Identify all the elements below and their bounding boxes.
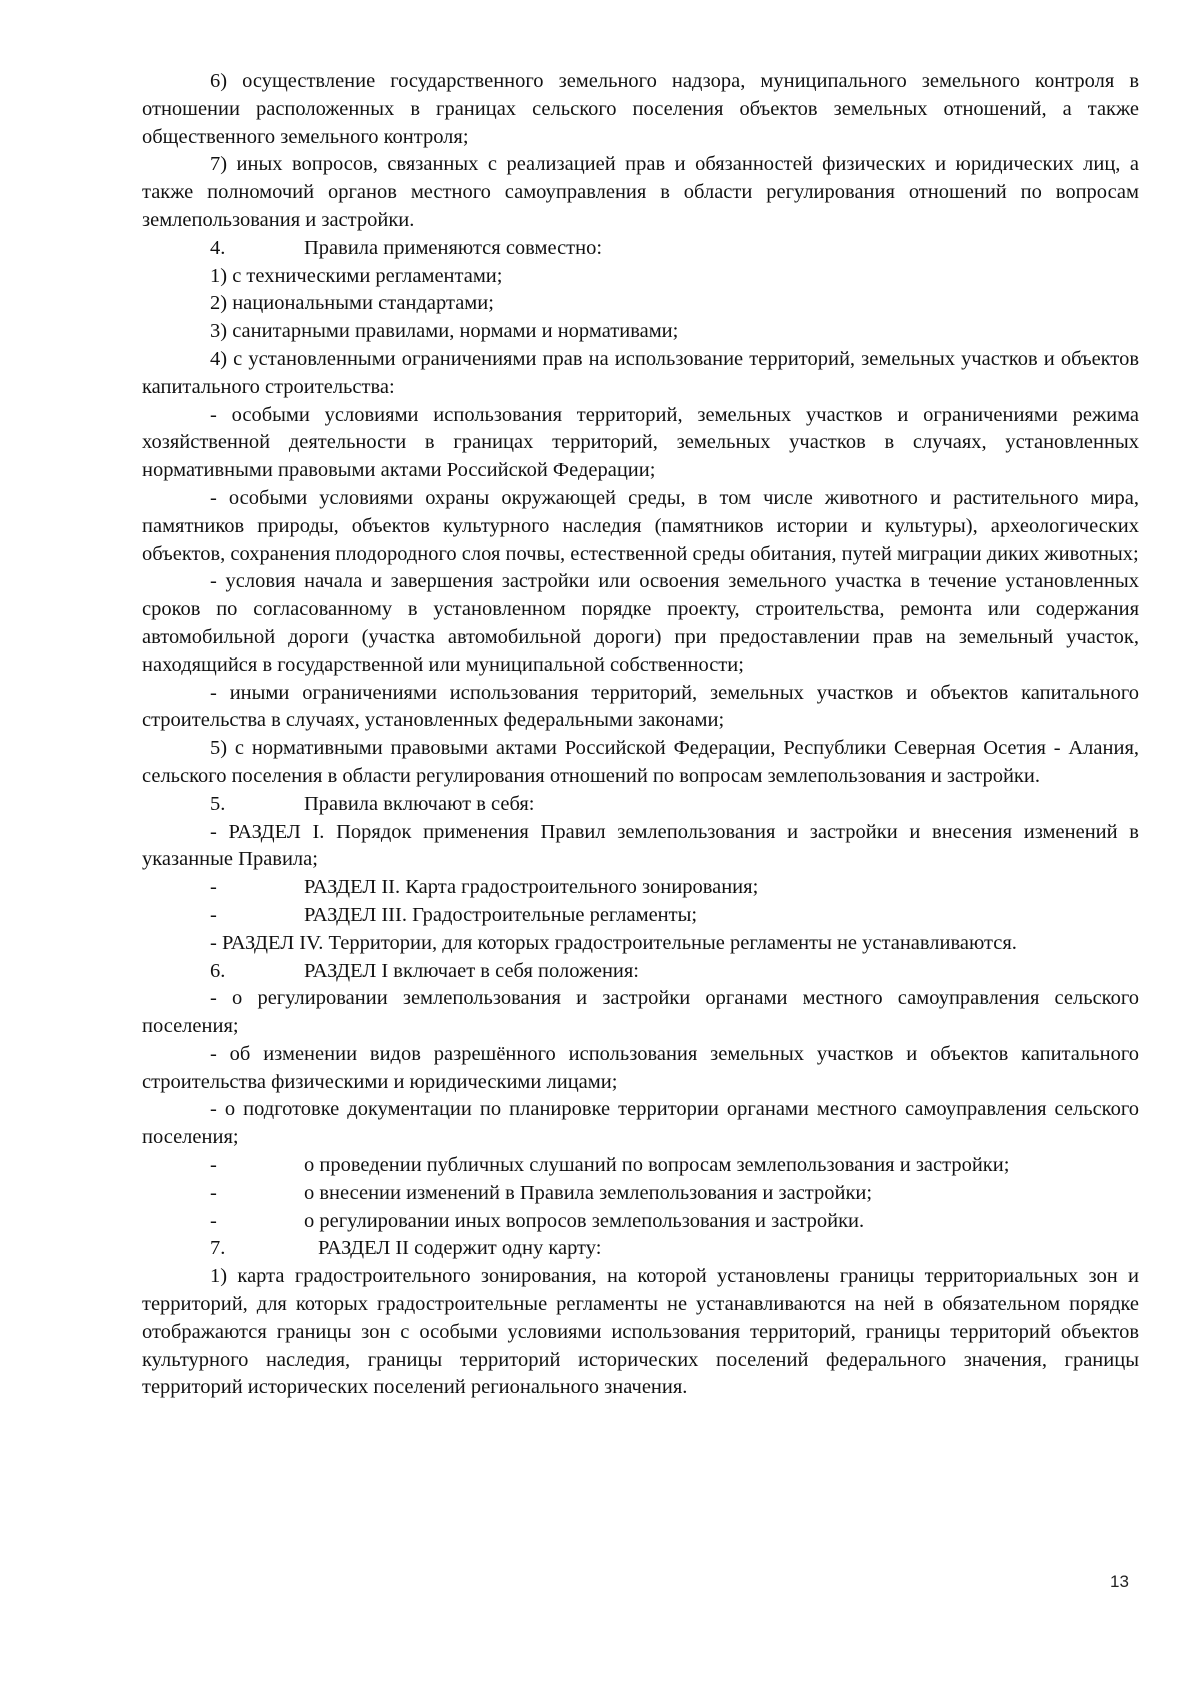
item-text: о внесении изменений в Правила землепользования и застройки; [304, 1181, 873, 1204]
numbered-paragraph [142, 958, 1139, 986]
item-number: 7. [210, 1237, 226, 1260]
paragraph: 3) санитарными правилами, нормами и нормативами; [210, 320, 679, 343]
paragraph: 4) с установленными ограничениями прав на использование территорий, земельных участков и объектов капитального строительства: [142, 347, 1139, 398]
list-item [142, 902, 1139, 930]
page-number: 13 [1110, 1572, 1129, 1591]
paragraph: 2) национальными стандартами; [210, 292, 494, 315]
item-dash: - [210, 876, 217, 899]
paragraph: 6) осуществление государственного земельного надзора, муниципального земельного контроля в отношении расположенных в границах сельского поселения объектов земельных отношений, а также общественного земельного контроля; [142, 70, 1139, 148]
item-text: Правила включают в себя: [304, 792, 535, 815]
item-text: о проведении публичных слушаний по вопросам землепользования и застройки; [304, 1154, 1010, 1177]
item-dash: - [210, 903, 217, 926]
paragraph: - РАЗДЕЛ IV. Территории, для которых градостроительные регламенты не устанавливаются. [210, 931, 1017, 954]
paragraph: - РАЗДЕЛ I. Порядок применения Правил землепользования и застройки и внесения изменений в указанные Правила; [142, 820, 1139, 871]
list-item [142, 874, 1139, 902]
paragraph: - иными ограничениями использования территорий, земельных участков и объектов капитального строительства в случаях, установленных федеральными законами; [142, 681, 1139, 732]
list-item [142, 1208, 1139, 1236]
item-dash: - [210, 1181, 217, 1204]
paragraph: - условия начала и завершения застройки или освоения земельного участка в течение установленных сроков по согласованному в установленном порядке проекту, строительства, ремонта или содержания автомобильной дороги (участка автомобильной дороги) при предоставлении прав на земельный участок, находящийся в государственной или муниципальной собственности; [142, 570, 1139, 676]
paragraph: - о регулировании землепользования и застройки органами местного самоуправления сельского поселения; [142, 987, 1139, 1038]
paragraph: - о подготовке документации по планировке территории органами местного самоуправления сельского поселения; [142, 1098, 1139, 1149]
item-text: РАЗДЕЛ I включает в себя положения: [304, 959, 640, 982]
paragraph: - особыми условиями использования территорий, земельных участков и ограничениями режима хозяйственной деятельности в границах территорий, земельных участков в случаях, установленных нормативными правовыми актами Российской Федерации; [142, 403, 1139, 482]
paragraph: 1) карта градостроительного зонирования, на которой установлены границы территориальных зон и территорий, для которых градостроительные регламенты не устанавливаются на ней в обязательном порядке отображаются границы зон с особыми условиями использования территорий, границы территорий объектов культурного наследия, границы территорий исторических поселений федерального значения, границы территорий исторических поселений регионального значения. [142, 1265, 1139, 1399]
item-text: Правила применяются совместно: [304, 236, 603, 259]
item-dash: - [210, 1154, 217, 1177]
paragraph: 7) иных вопросов, связанных с реализацией прав и обязанностей физических и юридических лиц, а также полномочий органов местного самоуправления в области регулирования отношений по вопросам землепользования и застройки. [142, 153, 1139, 231]
item-text: РАЗДЕЛ II. Карта градостроительного зонирования; [304, 876, 759, 899]
item-number: 6. [210, 959, 226, 982]
paragraph: - об изменении видов разрешённого использования земельных участков и объектов капитального строительства физическими и юридическими лицами; [142, 1042, 1139, 1093]
list-item [142, 1152, 1139, 1180]
item-dash: - [210, 1209, 217, 1232]
document-body [142, 68, 1139, 1402]
paragraph: 1) с техническими регламентами; [210, 264, 503, 287]
paragraph: - особыми условиями охраны окружающей среды, в том числе животного и растительного мира, памятников природы, объектов культурного наследия (памятников истории и культуры), археологических объектов, сохранения плодородного слоя почвы, естественной среды обитания, путей миграции диких животных; [142, 486, 1139, 565]
numbered-paragraph [142, 791, 1139, 819]
item-text: РАЗДЕЛ II содержит одну карту: [318, 1237, 602, 1260]
list-item [142, 1180, 1139, 1208]
item-number: 5. [210, 792, 226, 815]
item-text: о регулировании иных вопросов землепользования и застройки. [304, 1209, 865, 1232]
item-number: 4. [210, 236, 226, 259]
numbered-paragraph [142, 235, 1139, 263]
numbered-paragraph [142, 1235, 1139, 1263]
item-text: РАЗДЕЛ III. Градостроительные регламенты; [304, 903, 698, 926]
paragraph: 5) с нормативными правовыми актами Российской Федерации, Республики Северная Осетия - Алания, сельского поселения в области регулирования отношений по вопросам землепользования и застройки. [142, 737, 1139, 787]
